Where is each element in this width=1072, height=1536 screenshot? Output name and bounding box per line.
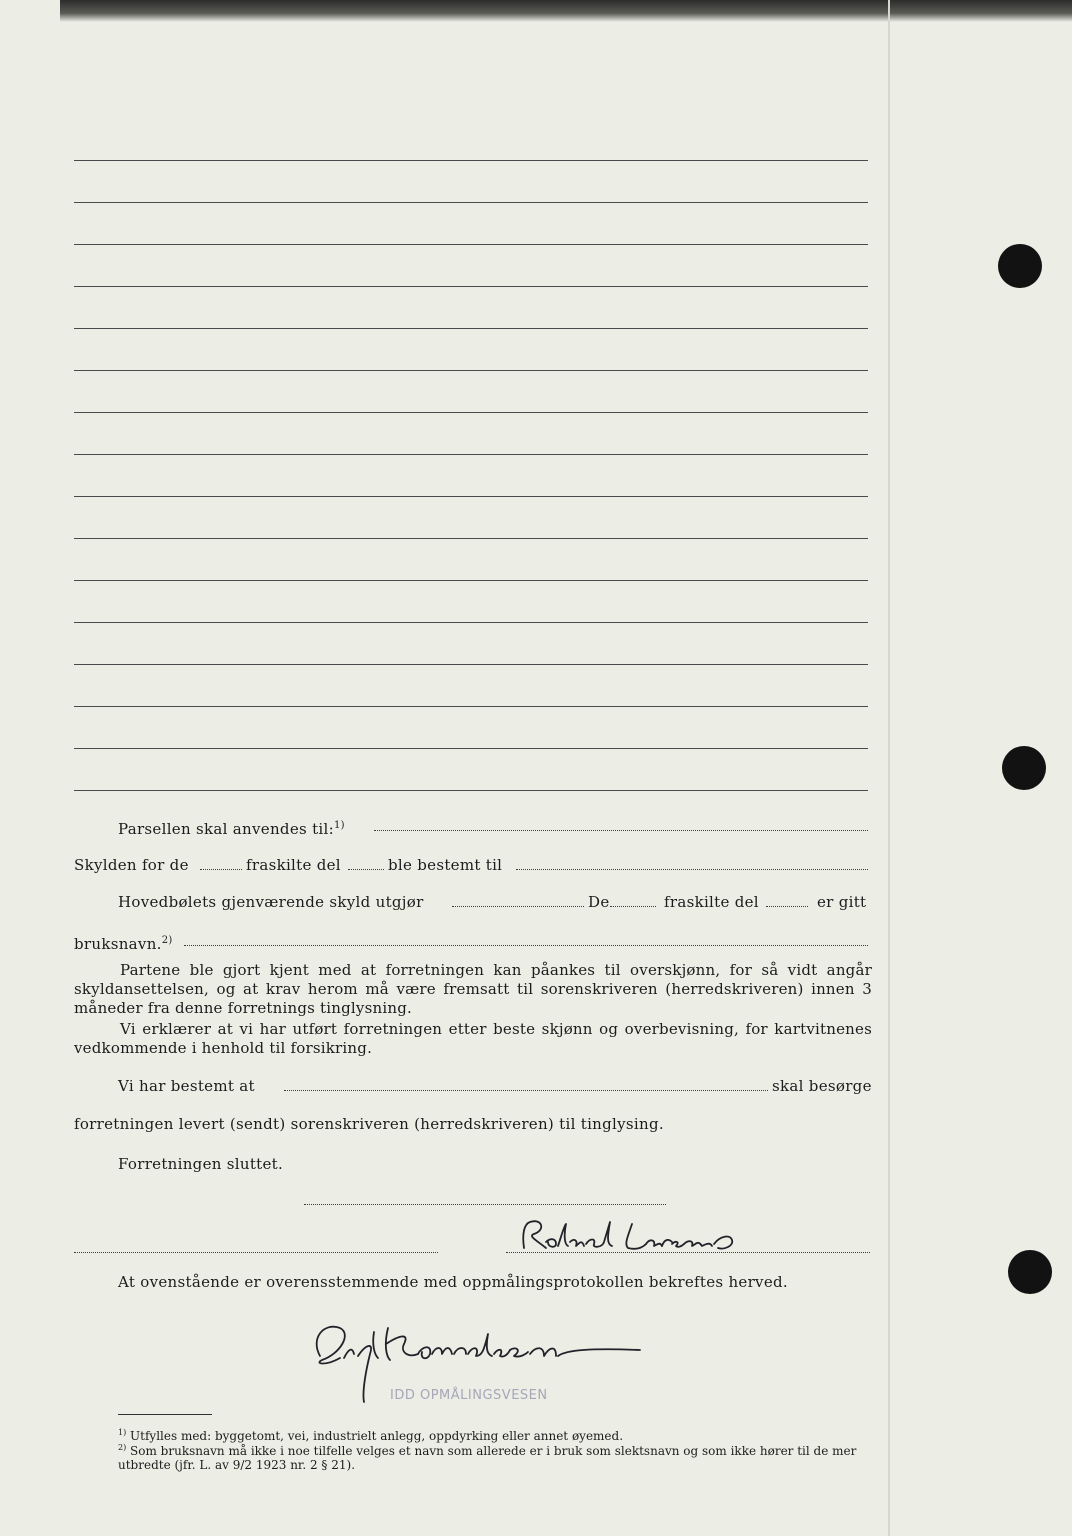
vi-har-bestemt-label: Vi har bestemt at <box>118 1077 255 1095</box>
blank-line <box>74 202 868 203</box>
skylden-label: Skylden for de <box>74 856 189 874</box>
paragraph-partene: Partene ble gjort kjent med at forretningen kan påankes til overskjønn, for så vidt angår skyldansettelsen, og at krav herom må være fremsatt til sorenskriveren (herredskriveren) innen 3 måneder fra denne forretnings tinglysning. <box>74 961 872 1017</box>
parsellen-fill-line[interactable] <box>374 830 868 831</box>
blank-line <box>74 244 868 245</box>
de-label: De <box>588 893 610 911</box>
fraskilte-del-label-2: fraskilte del <box>664 893 759 911</box>
parsellen-label: Parsellen skal anvendes til:$^{1)}$ <box>118 820 345 838</box>
blank-line <box>74 748 868 749</box>
blank-line <box>74 706 868 707</box>
blank-line <box>74 370 868 371</box>
de-fill[interactable] <box>610 906 656 907</box>
blank-line <box>74 622 868 623</box>
fraskilte-number-fill[interactable] <box>348 869 384 870</box>
page-fold-line <box>888 0 890 1536</box>
fraskilte-del-fill-2[interactable] <box>766 906 808 907</box>
signature-line-top[interactable] <box>304 1204 666 1205</box>
skylden-number-fill[interactable] <box>200 869 242 870</box>
skal-besorge-label: skal besørge <box>772 1077 872 1095</box>
blank-line <box>74 664 868 665</box>
blank-line <box>74 454 868 455</box>
punch-hole <box>1002 746 1046 790</box>
hovedbolets-fill[interactable] <box>452 906 584 907</box>
footnote-1: $^{1)}$ Utfylles med: byggetomt, vei, industrielt anlegg, oppdyrking eller annet øyemed. <box>118 1428 624 1443</box>
punch-hole <box>998 244 1042 288</box>
footnote-2: $^{2)}$ Som bruksnavn må ikke i noe tilfelle velges et navn som allerede er i bruk som slektsnavn og som ikke hører til de mer utbredte (jfr. L. av 9/2 1923 nr. 2 § 21). <box>118 1443 857 1472</box>
er-gitt-label: er gitt <box>817 893 867 911</box>
footnote-rule <box>118 1414 212 1415</box>
stamp-text: IDD OPMÅLINGSVESEN <box>390 1388 548 1403</box>
blank-line <box>74 328 868 329</box>
paragraph-vi-erklaerer: Vi erklærer at vi har utført forretningen etter beste skjønn og overbevisning, for kartvitnenes vedkommende i henhold til forsikring. <box>74 1020 872 1057</box>
ble-bestemt-label: ble bestemt til <box>388 856 503 874</box>
attestation-text: At ovenstående er overensstemmende med oppmålingsprotokollen bekreftes herved. <box>118 1273 788 1291</box>
hovedbolets-label: Hovedbølets gjenværende skyld utgjør <box>118 893 424 911</box>
scan-top-edge <box>60 0 1072 22</box>
blank-line <box>74 160 868 161</box>
signature-line-left[interactable] <box>74 1252 438 1253</box>
vi-har-bestemt-fill[interactable] <box>284 1090 768 1091</box>
blank-line <box>74 538 868 539</box>
blank-line <box>74 790 868 791</box>
blank-line <box>74 286 868 287</box>
bruksnavn-fill[interactable] <box>184 945 868 946</box>
punch-hole <box>1008 1250 1052 1294</box>
forretningen-sluttet-text: Forretningen sluttet. <box>118 1155 284 1173</box>
signature-roland-larsen <box>506 1214 746 1258</box>
bruksnavn-label: bruksnavn.$^{2)}$ <box>74 935 173 953</box>
blank-line <box>74 412 868 413</box>
ble-bestemt-fill[interactable] <box>516 869 868 870</box>
blank-line <box>74 496 868 497</box>
blank-line <box>74 580 868 581</box>
forretningen-levert-text: forretningen levert (sendt) sorenskriveren (herredskriveren) til tinglysing. <box>74 1115 664 1133</box>
fraskilte-del-label: fraskilte del <box>246 856 341 874</box>
